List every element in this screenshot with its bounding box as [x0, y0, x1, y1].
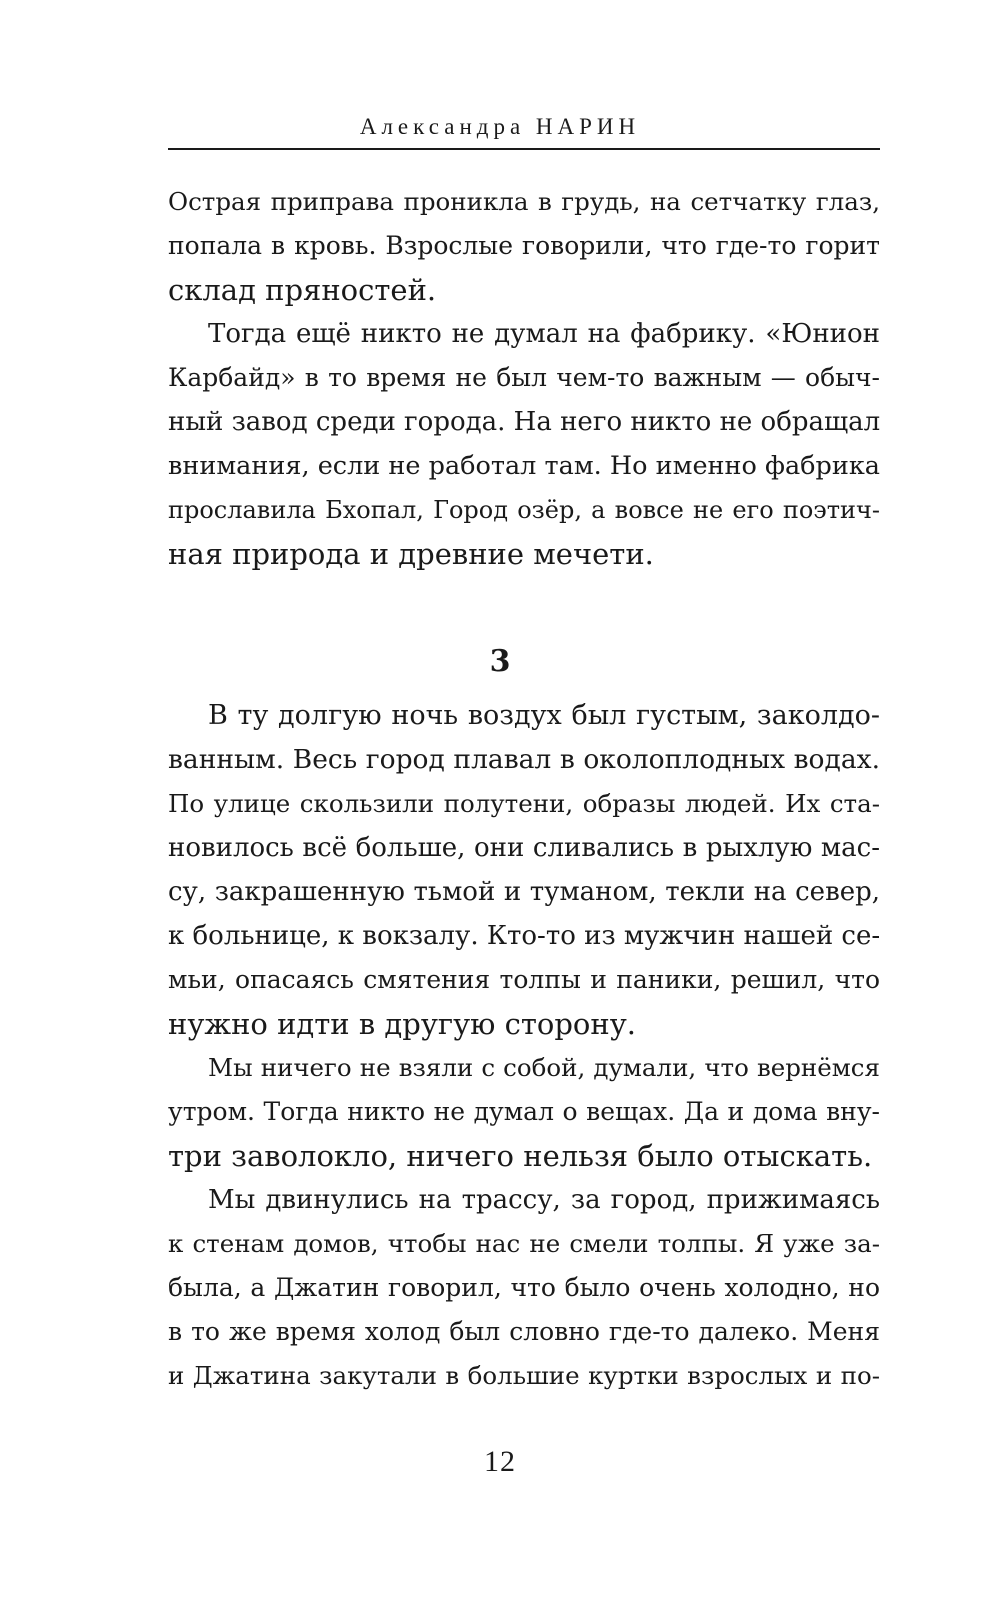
text-line: попала в кровь. Взрослые говорили, что где-то горит: [168, 231, 880, 260]
text-line: Карбайд» в то время не был чем-то важным — обыч-: [168, 363, 880, 392]
text-line: мьи, опасаясь смятения толпы и паники, решил, что: [168, 965, 880, 994]
text-line: ванным. Весь город плавал в околоплодных водах.: [168, 744, 880, 775]
text-line: к стенам домов, чтобы нас не смели толпы. Я уже за-: [168, 1229, 880, 1258]
page-number: 12: [484, 1445, 516, 1478]
running-head: Александра НАРИН: [359, 114, 641, 139]
text-line: Тогда ещё никто не думал на фабрику. «Юнион: [208, 319, 880, 349]
text-line: в то же время холод был словно где-то далеко. Меня: [168, 1317, 880, 1346]
text-line: По улице скользили полутени, образы людей. Их ста-: [168, 789, 880, 818]
text-line: Острая приправа проникла в грудь, на сетчатку глаз,: [168, 187, 880, 216]
text-line: прославила Бхопал, Город озёр, а вовсе не его поэтич-: [168, 496, 880, 524]
text-line: была, а Джатин говорил, что было очень холодно, но: [168, 1273, 880, 1302]
text-line: ный завод среди города. На него никто не обращал: [168, 407, 881, 437]
text-line: нужно идти в другую сторону.: [168, 1007, 636, 1041]
text-line: утром. Тогда никто не думал о вещах. Да и дома вну-: [168, 1097, 880, 1126]
text-line: Мы двинулись на трассу, за город, прижимаясь: [208, 1185, 880, 1215]
header-rule: [168, 148, 880, 150]
chapter-number: 3: [489, 644, 511, 679]
text-line: и Джатина закутали в большие куртки взрослых и по-: [168, 1361, 880, 1390]
text-line: склад пряностей.: [168, 273, 437, 307]
text-line: к больнице, к вокзалу. Кто-то из мужчин нашей се-: [168, 921, 881, 951]
text-line: новилось всё больше, они сливались в рыхлую мас-: [168, 833, 880, 863]
text-line: три заволокло, ничего нельзя было отыскать.: [168, 1139, 873, 1173]
text-line: внимания, если не работал там. Но именно фабрика: [168, 451, 880, 481]
text-line: ная природа и древние мечети.: [168, 537, 654, 571]
text-line: су, закрашенную тьмой и туманом, текли на север,: [168, 877, 880, 907]
text-line: Мы ничего не взяли с собой, думали, что вернёмся: [208, 1053, 880, 1082]
text-line: В ту долгую ночь воздух был густым, заколдо-: [208, 700, 880, 731]
